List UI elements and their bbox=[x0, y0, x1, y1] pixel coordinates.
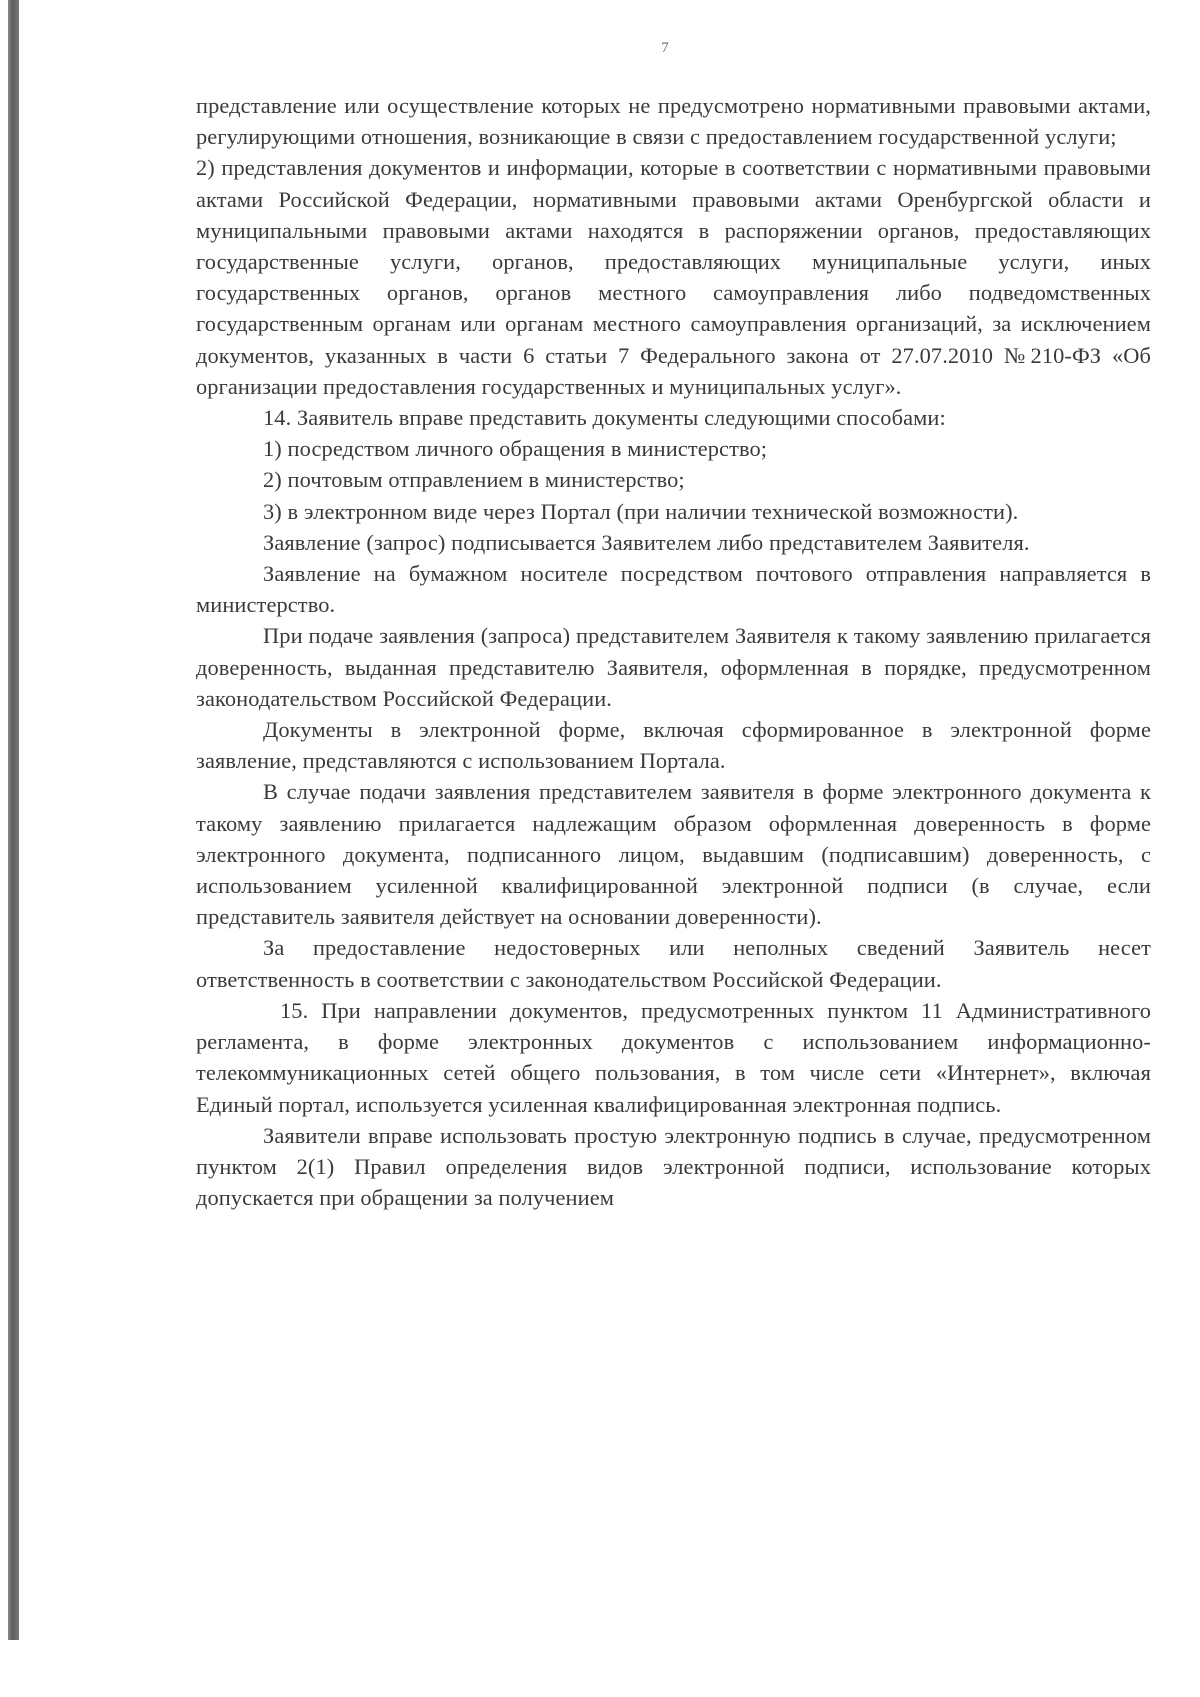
list-item: 3) в электронном виде через Портал (при наличии технической возможности). bbox=[263, 498, 1019, 524]
paragraph: 2) представления документов и информации, которые в соответствии с нормативными правовыми актами Российской Федерации, нормативными правовыми актами Оренбургской области и муниципальными правовыми актами находятся в распоряжении органов, предоставляющих государственные услуги, органов, предоставляющих муниципальные услуги, иных государственных органов, органов местного самоуправления либо подведомственных государственным органам или органам местного самоуправления организаций, за исключением документов, указанных в части 6 статьи 7 Федерального закона от 27.07.2010 №210-ФЗ «Об организации предоставления государственных и муниципальных услуг». bbox=[196, 155, 1151, 399]
document-body bbox=[196, 90, 1151, 1213]
scan-edge-bar bbox=[8, 0, 19, 1640]
paragraph: Заявление на бумажном носителе посредством почтового отправления направляется в министерство. bbox=[196, 561, 1151, 618]
paragraph: 15. При направлении документов, предусмотренных пунктом 11 Административного регламента, в форме электронных документов с использованием информационно-телекоммуникационных сетей общего пользования, в том числе сети «Интернет», включая Единый портал, используется усиленная квалифицированная электронная подпись. bbox=[196, 997, 1151, 1117]
paragraph: Документы в электронной форме, включая сформированное в электронной форме заявление, представляются с использованием Портала. bbox=[196, 717, 1151, 774]
paragraph: Заявление (запрос) подписывается Заявителем либо представителем Заявителя. bbox=[263, 529, 1030, 555]
paragraph: 14. Заявитель вправе представить документы следующими способами: bbox=[263, 405, 946, 431]
paragraph: В случае подачи заявления представителем заявителя в форме электронного документа к такому заявлению прилагается надлежащим образом оформленная доверенность в форме электронного документа, подписанного лицом, выдавшим (подписавшим) доверенность, с использованием усиленной квалифицированной электронной подписи (в случае, если представитель заявителя действует на основании доверенности). bbox=[196, 779, 1151, 930]
paragraph: Заявители вправе использовать простую электронную подпись в случае, предусмотренном пунктом 2(1) Правил определения видов электронной подписи, использование которых допускается при обращении за получением bbox=[196, 1122, 1151, 1211]
paragraph: представление или осуществление которых не предусмотрено нормативными правовыми актами, регулирующими отношения, возникающие в связи с предоставлением государственной услуги; bbox=[196, 93, 1151, 150]
list-item: 1) посредством личного обращения в министерство; bbox=[263, 436, 768, 462]
paragraph: За предоставление недостоверных или неполных сведений Заявитель несет ответственность в соответствии с законодательством Российской Федерации. bbox=[196, 935, 1151, 992]
paragraph: При подаче заявления (запроса) представителем Заявителя к такому заявлению прилагается доверенность, выданная представителю Заявителя, оформленная в порядке, предусмотренном законодательством Российской Федерации. bbox=[196, 623, 1151, 711]
list-item: 2) почтовым отправлением в министерство; bbox=[263, 467, 685, 493]
page-number: 7 bbox=[661, 40, 669, 56]
